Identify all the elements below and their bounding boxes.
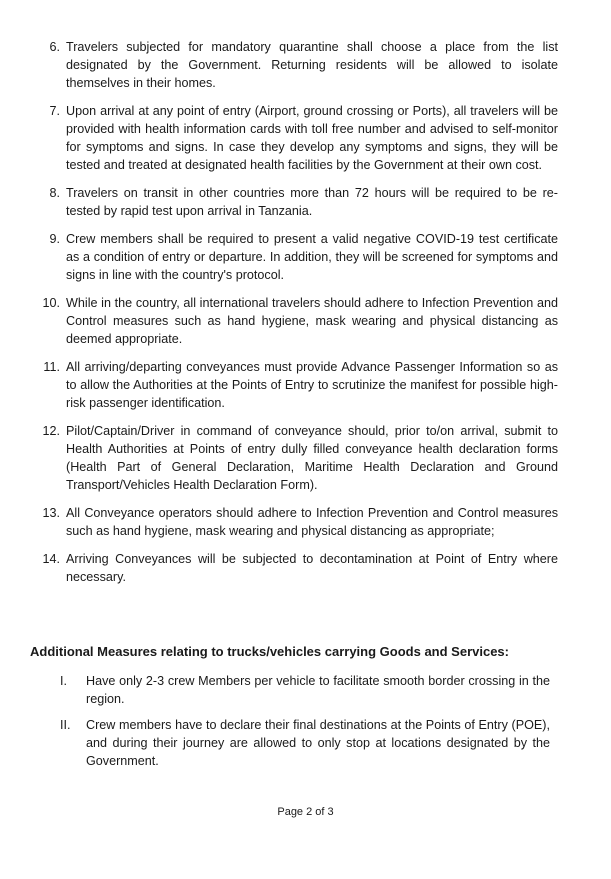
sub-measures-list [56,672,550,778]
item-number: 13. [42,506,60,520]
list-item [28,184,558,220]
item-text: Travelers on transit in other countries more than 72 hours will be required to be re-tested by rapid test upon arrival in Tanzania. [66,186,558,218]
sub-item-text: Crew members have to declare their final destinations at the Points of Entry (POE), and during their journey are allowed to only stop at locations designated by the Government. [86,718,550,768]
list-item [28,38,558,92]
sub-list-item [56,672,550,708]
list-item [28,294,558,348]
item-text: All Conveyance operators should adhere to Infection Prevention and Control measures such as hand hygiene, mask wearing and physical distancing as appropriate; [66,506,558,538]
list-item [28,550,558,586]
item-number: 9. [49,232,60,246]
item-number: 7. [49,104,60,118]
sub-item-text: Have only 2-3 crew Members per vehicle to facilitate smooth border crossing in the region. [86,674,550,706]
section-heading: Additional Measures relating to trucks/vehicles carrying Goods and Services: [30,644,509,659]
item-number: 6. [49,40,60,54]
item-number: 8. [49,186,60,200]
list-item [28,504,558,540]
item-number: 10. [42,296,60,310]
item-number: 12. [42,424,60,438]
item-number: 14. [42,552,60,566]
measures-list [28,38,558,596]
item-number: 11. [43,360,60,374]
list-item [28,422,558,494]
sub-item-number: I. [60,674,67,688]
sub-item-number: II. [60,718,71,732]
item-text: Travelers subjected for mandatory quarantine shall choose a place from the list designated by the Government. Returning residents will be allowed to isolate themselves in their homes. [66,40,558,90]
item-text: While in the country, all international travelers should adhere to Infection Prevention and Control measures such as hand hygiene, mask wearing and physical distancing as deemed appropriate. [66,296,558,346]
item-text: Crew members shall be required to present a valid negative COVID-19 test certificate as a condition of entry or departure. In addition, they will be screened for symptoms and signs in line with the country's protocol. [66,232,558,282]
list-item [28,358,558,412]
list-item [28,102,558,174]
item-text: All arriving/departing conveyances must provide Advance Passenger Information so as to allow the Authorities at the Points of Entry to scrutinize the manifest for possible high-risk passenger identification. [66,360,558,410]
item-text: Pilot/Captain/Driver in command of conveyance should, prior to/on arrival, submit to Health Authorities at Points of entry dully filled conveyance health declaration forms (Health Part of General Declaration, Maritime Health Declaration and Ground Transport/Vehicles Health Declaration Form). [66,424,558,492]
item-text: Arriving Conveyances will be subjected to decontamination at Point of Entry where necessary. [66,552,558,584]
sub-list-item [56,716,550,770]
page-number: Page 2 of 3 [277,806,334,818]
item-text: Upon arrival at any point of entry (Airport, ground crossing or Ports), all travelers will be provided with health information cards with toll free number and advised to self-monitor for symptoms and signs. In case they develop any symptoms and signs, they will be tested and treated at designated health facilities by the Government at their own cost. [66,104,558,172]
list-item [28,230,558,284]
